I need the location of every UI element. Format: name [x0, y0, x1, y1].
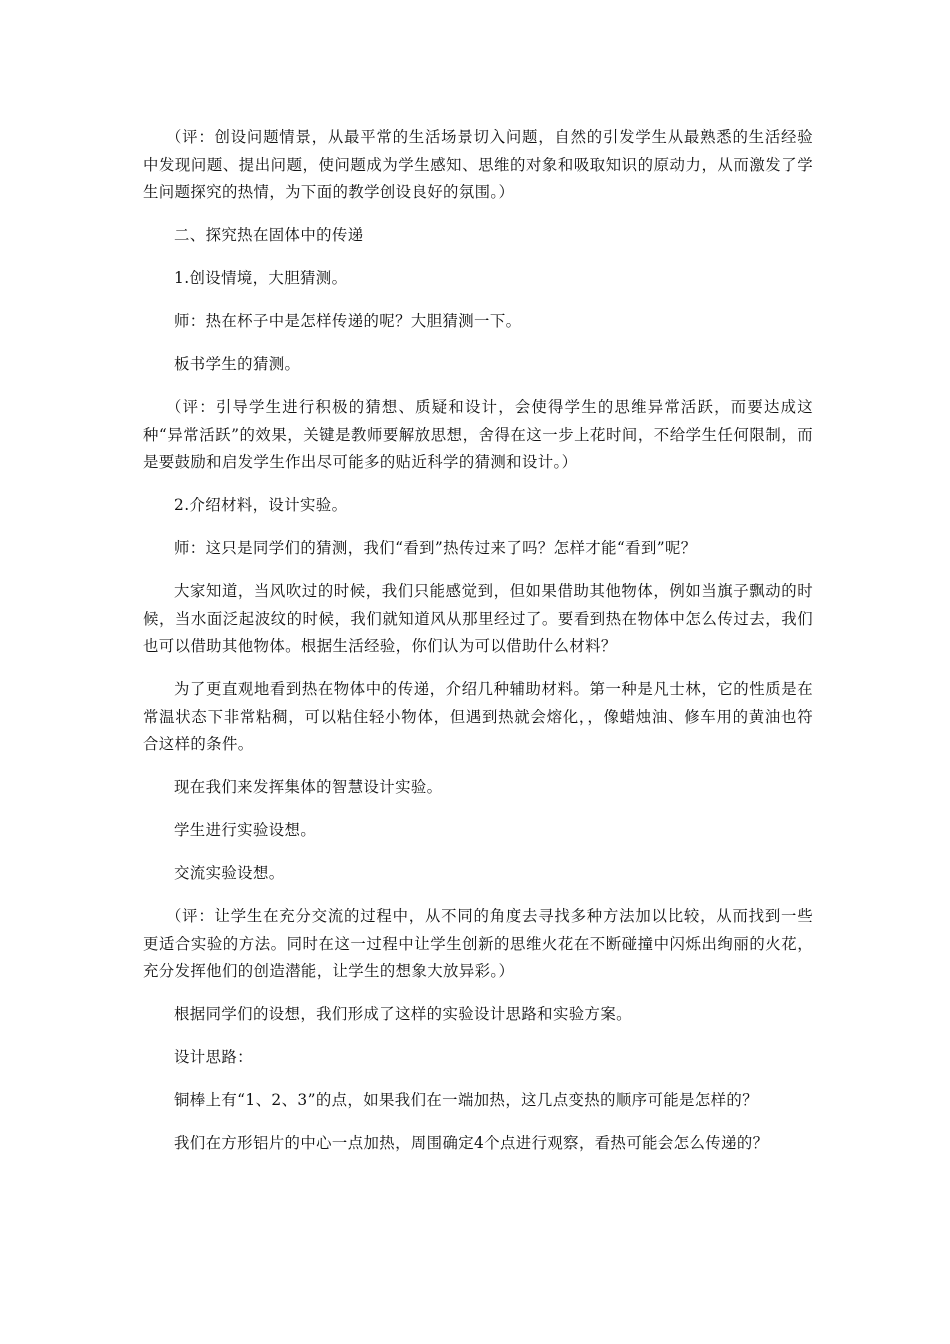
body-paragraph: 师：这只是同学们的猜测，我们“看到”热传过来了吗？怎样才能“看到”呢？: [174, 539, 697, 557]
comment-paragraph: （评：引导学生进行积极的猜想、质疑和设计，会使得学生的思维异常活跃，而要达成这种“异常活跃”的效果，关键是教师要解放思想，舍得在这一步上花时间，不给学生任何限制，而是要鼓励和启发学生作出尽可能多的贴近科学的猜测和设计。）: [143, 398, 813, 471]
body-paragraph: 大家知道，当风吹过的时候，我们只能感觉到，但如果借助其他物体，例如当旗子飘动的时候，当水面泛起波纹的时候，我们就知道风从那里经过了。要看到热在物体中怎么传过去，我们也可以借助其他物体。根据生活经验，你们认为可以借助什么材料？: [143, 582, 813, 655]
section-heading: 二、探究热在固体中的传递: [174, 226, 364, 244]
comment-paragraph: （评：让学生在充分交流的过程中，从不同的角度去寻找多种方法加以比较，从而找到一些更适合实验的方法。同时在这一过程中让学生创新的思维火花在不断碰撞中闪烁出绚丽的火花，充分发挥他们的创造潜能，让学生的想象大放异彩。）: [143, 907, 813, 980]
body-paragraph: 根据同学们的设想，我们形成了这样的实验设计思路和实验方案。: [174, 1005, 632, 1023]
subsection-heading: 2.介绍材料，设计实验。: [174, 496, 348, 514]
comment-paragraph: （评：创设问题情景，从最平常的生活场景切入问题，自然的引发学生从最熟悉的生活经验中发现问题、提出问题，使问题成为学生感知、思维的对象和吸取知识的原动力，从而激发了学生问题探究的热情，为下面的教学创设良好的氛围。）: [143, 128, 813, 201]
body-paragraph: 设计思路：: [174, 1048, 253, 1066]
subsection-heading: 1.创设情境，大胆猜测。: [174, 269, 348, 287]
body-paragraph: 板书学生的猜测。: [174, 355, 301, 373]
body-paragraph: 为了更直观地看到热在物体中的传递，介绍几种辅助材料。第一种是凡士林，它的性质是在常温状态下非常粘稠，可以粘住轻小物体，但遇到热就会熔化，，像蜡烛油、修车用的黄油也符合这样的条件。: [143, 680, 813, 753]
body-paragraph: 师：热在杯子中是怎样传递的呢？大胆猜测一下。: [174, 312, 522, 330]
document-body: [143, 124, 813, 1158]
body-paragraph: 交流实验设想。: [174, 864, 285, 882]
body-paragraph: 我们在方形铝片的中心一点加热，周围确定4个点进行观察，看热可能会怎么传递的？: [174, 1134, 769, 1152]
body-paragraph: 铜棒上有“1、2、3”的点，如果我们在一端加热，这几点变热的顺序可能是怎样的？: [174, 1091, 758, 1109]
body-paragraph: 现在我们来发挥集体的智慧设计实验。: [174, 778, 443, 796]
body-paragraph: 学生进行实验设想。: [174, 821, 317, 839]
